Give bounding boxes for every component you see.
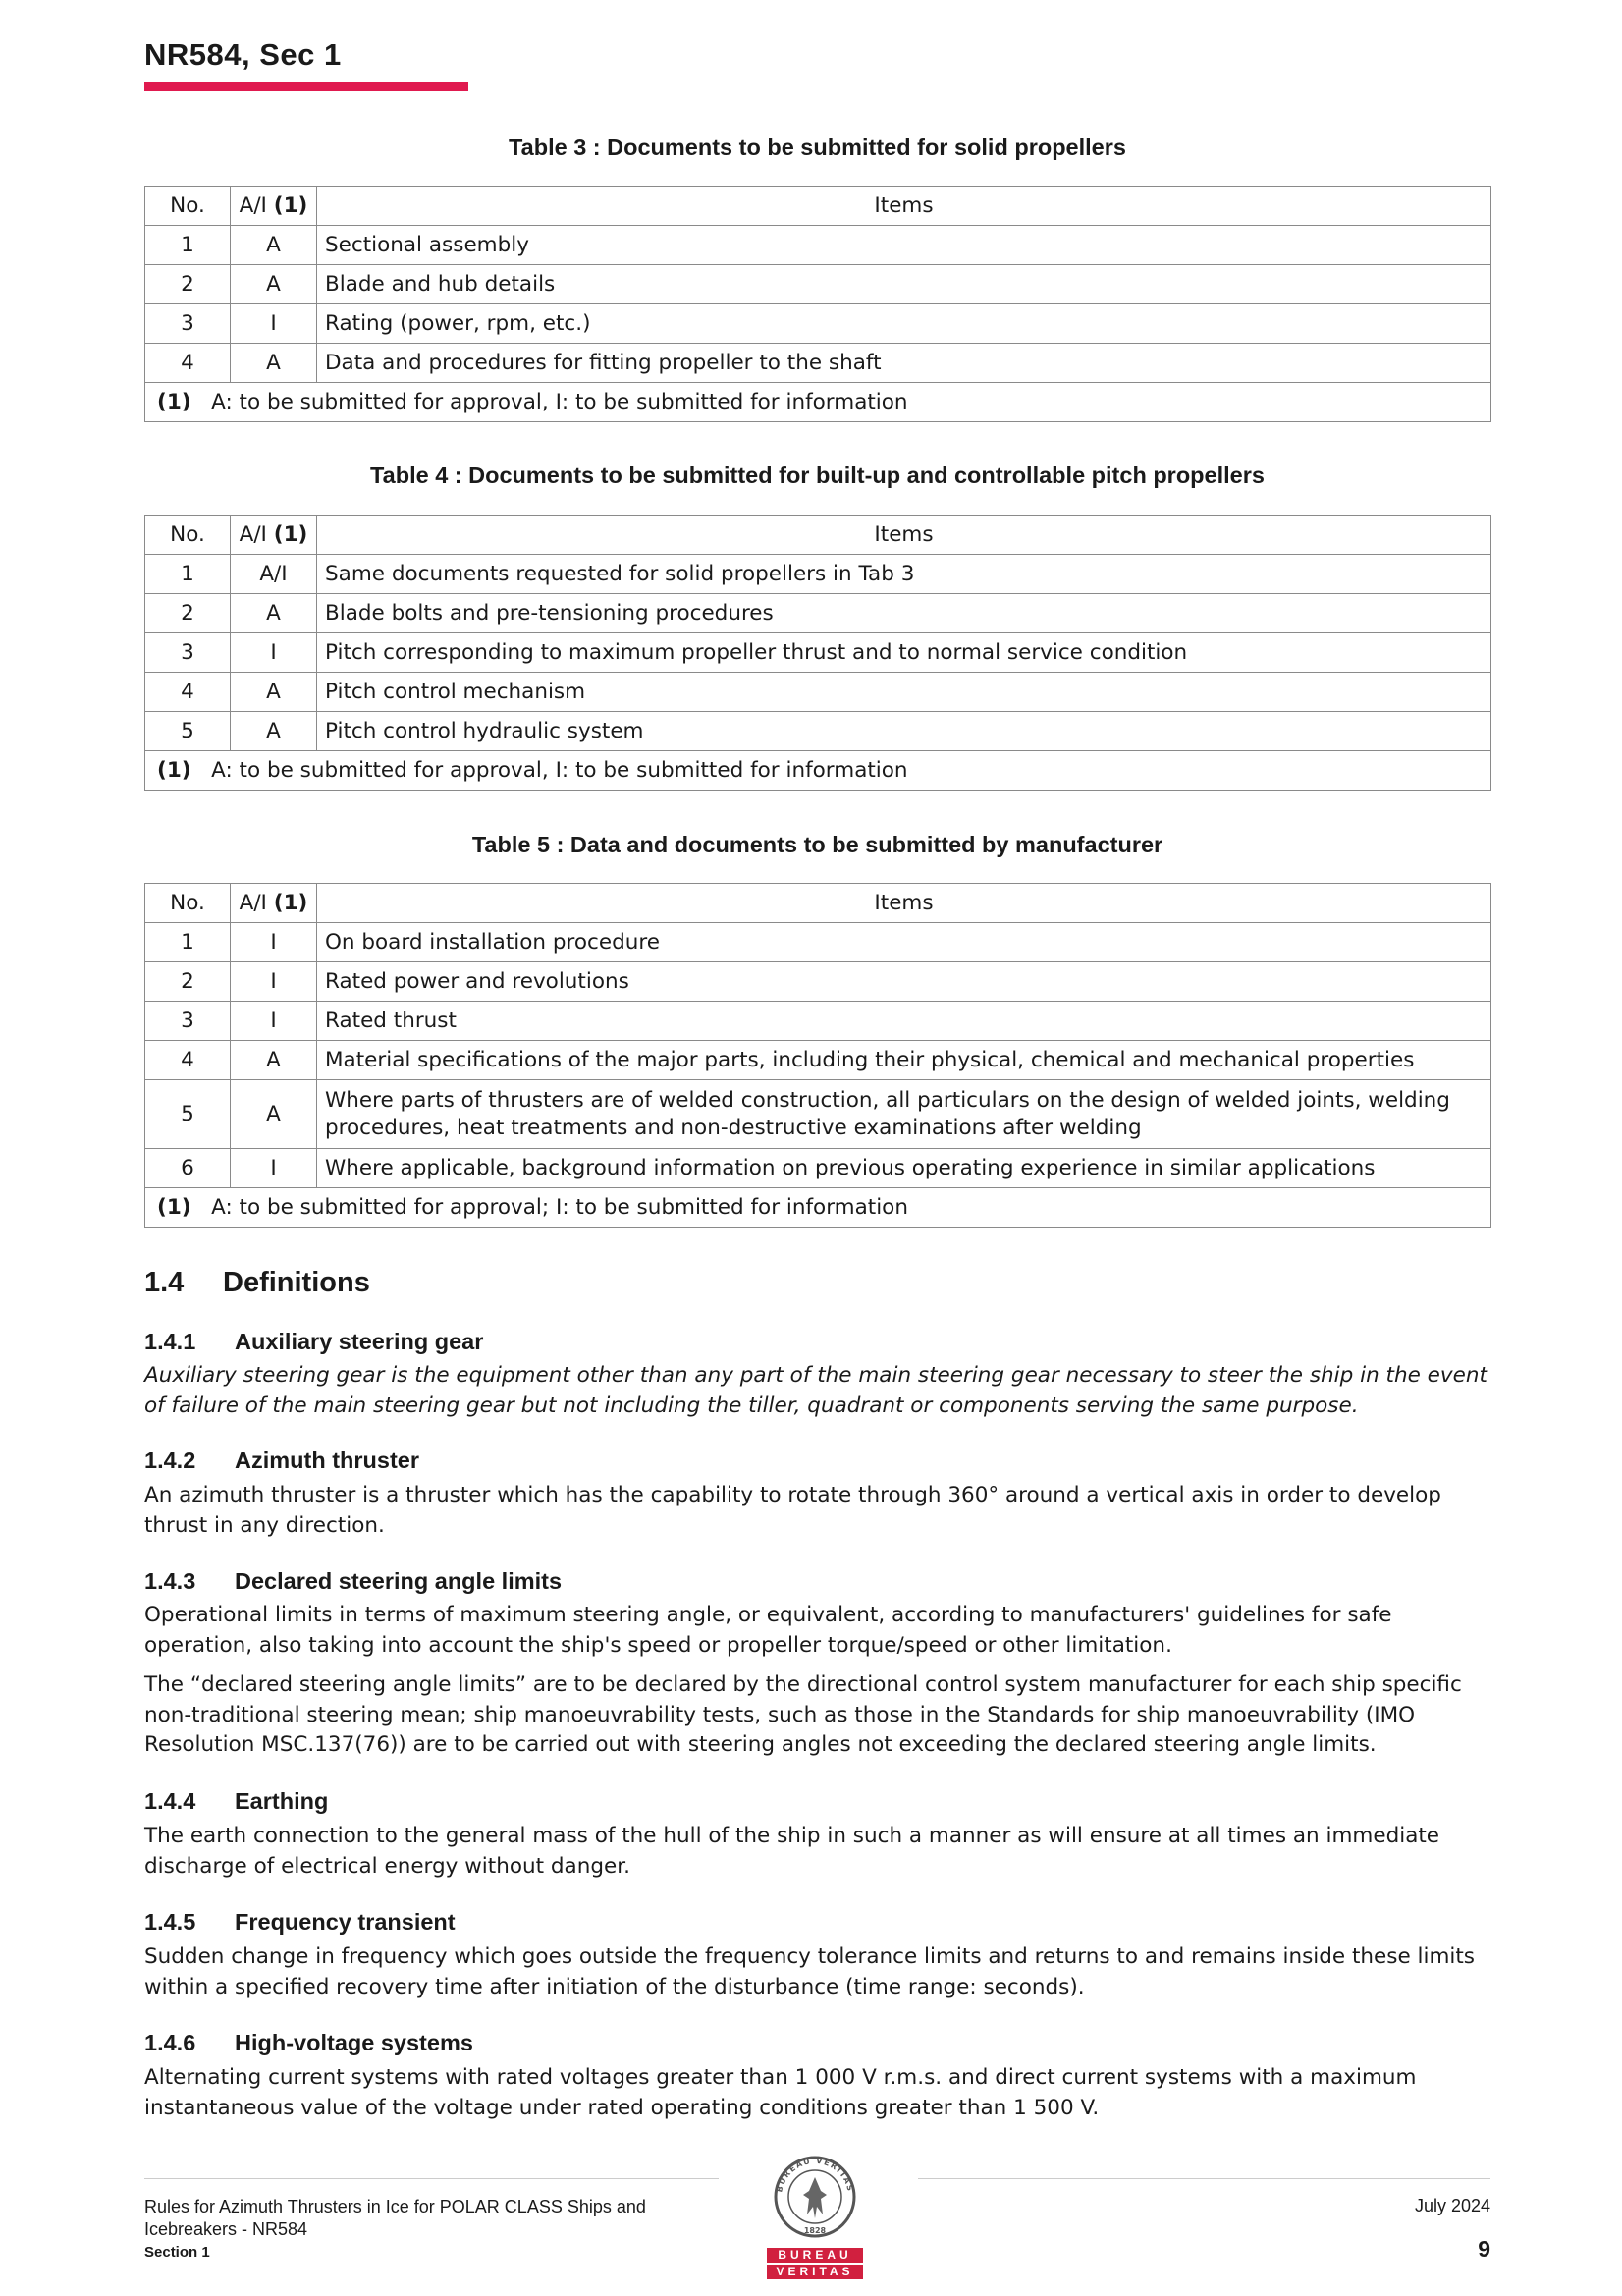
table-row: [145, 265, 1491, 304]
table-row: [145, 712, 1491, 751]
col-header-items: Items: [317, 187, 1491, 226]
cell-item: Rated thrust: [317, 1002, 1491, 1041]
subsection-heading-1-4-1: 1.4.1 Auxiliary steering gear: [144, 1329, 484, 1354]
table-note: (1) A: to be submitted for approval, I: to be submitted for information: [145, 751, 1491, 791]
paragraph-frequency-transient: Sudden change in frequency which goes outside the frequency tolerance limits and returns to and remains inside these limits within a specified recovery time after initiation of the disturbance (time range: seconds).: [144, 1944, 1476, 1999]
table-row: [145, 1080, 1491, 1149]
cell-no: 4: [145, 1041, 231, 1080]
table-5-caption: Table 5 : Data and documents to be submitted by manufacturer: [471, 832, 1163, 857]
cell-item: On board installation procedure: [317, 923, 1491, 962]
logo-text-bureau: BUREAU: [767, 2248, 863, 2263]
paragraph-declared-steering-angle-limits-1: Operational limits in terms of maximum steering angle, or equivalent, according to manufacturers' guidelines for safe operation, also taking into account the ship's speed or propeller torque/speed or other limitation.: [144, 1603, 1392, 1658]
table-row: [145, 1149, 1491, 1188]
cell-item: Pitch corresponding to maximum propeller thrust and to normal service condition: [317, 633, 1491, 673]
cell-no: 1: [145, 555, 231, 594]
table-row: [145, 962, 1491, 1002]
col-header-ai: A/I (1): [231, 187, 317, 226]
cell-no: 4: [145, 673, 231, 712]
cell-item: Pitch control mechanism: [317, 673, 1491, 712]
cell-item: Where parts of thrusters are of welded construction, all particulars on the design of welded joints, welding procedures, heat treatments and non-destructive examinations after welding: [317, 1080, 1491, 1149]
cell-ai: I: [231, 633, 317, 673]
table-row: [145, 226, 1491, 265]
table-row: [145, 1041, 1491, 1080]
cell-item: Data and procedures for fitting propeller to the shaft: [317, 344, 1491, 383]
cell-ai: I: [231, 923, 317, 962]
footer-divider-left: [144, 2178, 719, 2179]
table-note-row: [145, 1188, 1491, 1228]
cell-no: 1: [145, 923, 231, 962]
cell-ai: A: [231, 1080, 317, 1149]
col-header-ai: A/I (1): [231, 884, 317, 923]
table-note: (1) A: to be submitted for approval; I: to be submitted for information: [145, 1188, 1491, 1228]
cell-ai: A: [231, 344, 317, 383]
table-note: (1) A: to be submitted for approval, I: to be submitted for information: [145, 383, 1491, 422]
table-row: [145, 304, 1491, 344]
cell-ai: I: [231, 1149, 317, 1188]
cell-item: Blade bolts and pre-tensioning procedures: [317, 594, 1491, 633]
cell-no: 5: [145, 1080, 231, 1149]
table-row: [145, 633, 1491, 673]
table-4-caption: Table 4 : Documents to be submitted for built-up and controllable pitch propellers: [370, 463, 1265, 488]
table-row: [145, 673, 1491, 712]
svg-text:1828: 1828: [803, 2226, 827, 2235]
cell-no: 2: [145, 265, 231, 304]
cell-ai: A: [231, 265, 317, 304]
subsection-heading-1-4-2: 1.4.2 Azimuth thruster: [144, 1448, 419, 1473]
table-3-caption: Table 3 : Documents to be submitted for solid propellers: [509, 135, 1126, 160]
footer-section: Section 1: [144, 2244, 210, 2261]
cell-item: Rating (power, rpm, etc.): [317, 304, 1491, 344]
paragraph-high-voltage-systems: Alternating current systems with rated voltages greater than 1 000 V r.m.s. and direct current systems with a maximum instantaneous value of the voltage under rated operating conditions greater than 1 500 V.: [144, 2065, 1417, 2120]
table-header-row: [145, 516, 1491, 555]
section-heading-definitions: 1.4 Definitions: [144, 1267, 370, 1298]
col-header-no: No.: [145, 516, 231, 555]
table-row: [145, 1002, 1491, 1041]
table-note-row: [145, 383, 1491, 422]
cell-item: Where applicable, background information on previous operating experience in similar applications: [317, 1149, 1491, 1188]
table-header-row: [145, 187, 1491, 226]
col-header-items: Items: [317, 516, 1491, 555]
table-row: [145, 594, 1491, 633]
cell-item: Blade and hub details: [317, 265, 1491, 304]
cell-ai: A: [231, 673, 317, 712]
cell-ai: I: [231, 304, 317, 344]
col-header-no: No.: [145, 884, 231, 923]
cell-no: 5: [145, 712, 231, 751]
cell-item: Pitch control hydraulic system: [317, 712, 1491, 751]
page-number: 9: [1478, 2236, 1490, 2262]
document-header-title: NR584, Sec 1: [144, 37, 342, 72]
cell-ai: A: [231, 712, 317, 751]
logo-text-veritas: VERITAS: [767, 2265, 863, 2279]
footer-divider-right: [918, 2178, 1490, 2179]
cell-no: 2: [145, 962, 231, 1002]
col-header-items: Items: [317, 884, 1491, 923]
table-note-row: [145, 751, 1491, 791]
cell-ai: A/I: [231, 555, 317, 594]
cell-ai: A: [231, 1041, 317, 1080]
bureau-veritas-seal-icon: [764, 2146, 866, 2248]
cell-item: Same documents requested for solid propellers in Tab 3: [317, 555, 1491, 594]
table-header-row: [145, 884, 1491, 923]
subsection-heading-1-4-4: 1.4.4 Earthing: [144, 1788, 329, 1814]
paragraph-declared-steering-angle-limits-2: The “declared steering angle limits” are to be declared by the directional control system manufacturer for each ship specific non-traditional steering mean; ship manoeuvrability tests, such as those in the Standards for ship manoeuvrability (IMO Resolution MSC.137(76)) are to be carried out with steering angles not exceeding the declared steering angle limits.: [144, 1672, 1462, 1757]
cell-no: 4: [145, 344, 231, 383]
table-row: [145, 344, 1491, 383]
col-header-ai: A/I (1): [231, 516, 317, 555]
svg-text:BUREAU VERITAS: BUREAU VERITAS: [775, 2156, 855, 2194]
table-row: [145, 555, 1491, 594]
cell-ai: A: [231, 226, 317, 265]
cell-item: Sectional assembly: [317, 226, 1491, 265]
footer-document-info: [144, 2196, 733, 2264]
header-accent-bar: [144, 82, 468, 91]
cell-no: 3: [145, 1002, 231, 1041]
subsection-heading-1-4-5: 1.4.5 Frequency transient: [144, 1909, 456, 1935]
cell-item: Rated power and revolutions: [317, 962, 1491, 1002]
paragraph-earthing: The earth connection to the general mass of the hull of the ship in such a manner as will ensure at all times an immediate discharge of electrical energy without danger.: [144, 1824, 1440, 1879]
subsection-heading-1-4-3: 1.4.3 Declared steering angle limits: [144, 1568, 563, 1594]
footer-doc-title-line2: Icebreakers - NR584: [144, 2219, 308, 2239]
cell-ai: I: [231, 1002, 317, 1041]
paragraph-auxiliary-steering-gear: Auxiliary steering gear is the equipment other than any part of the main steering gear necessary to steer the ship in the event of failure of the main steering gear but not including the tiller, quadrant or components serving the same purpose.: [144, 1363, 1487, 1418]
table-row: [145, 923, 1491, 962]
subsection-heading-1-4-6: 1.4.6 High-voltage systems: [144, 2030, 473, 2055]
col-header-no: No.: [145, 187, 231, 226]
cell-ai: I: [231, 962, 317, 1002]
table-4: [144, 515, 1491, 791]
cell-no: 6: [145, 1149, 231, 1188]
cell-no: 1: [145, 226, 231, 265]
cell-no: 3: [145, 304, 231, 344]
cell-no: 3: [145, 633, 231, 673]
cell-no: 2: [145, 594, 231, 633]
table-5: [144, 883, 1491, 1228]
footer-doc-title-line1: Rules for Azimuth Thrusters in Ice for POLAR CLASS Ships and: [144, 2197, 646, 2216]
cell-item: Material specifications of the major parts, including their physical, chemical and mechanical properties: [317, 1041, 1491, 1080]
cell-ai: A: [231, 594, 317, 633]
table-3: [144, 186, 1491, 422]
footer-date: July 2024: [1414, 2196, 1490, 2215]
paragraph-azimuth-thruster: An azimuth thruster is a thruster which has the capability to rotate through 360° around a vertical axis in order to develop thrust in any direction.: [144, 1483, 1441, 1538]
